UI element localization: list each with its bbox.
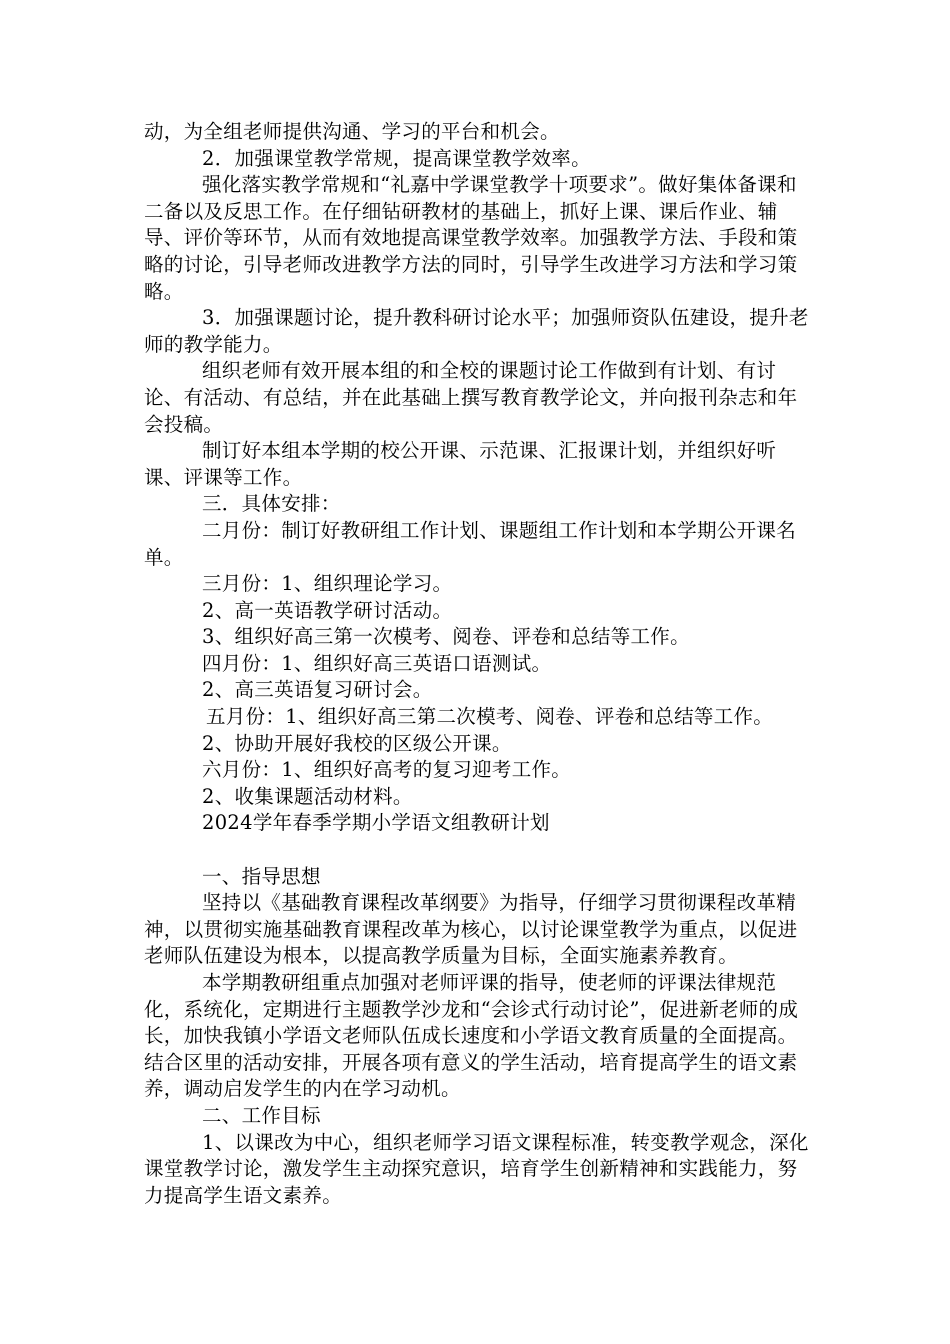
paragraph: 一、指导思想 [202,864,321,888]
paragraph: 四月份：1、组织好高三英语口语测试。 [202,651,552,675]
paragraph: 三月份：1、组织理论学习。 [202,572,453,596]
paragraph: 二月份：制订好教研组工作计划、课题组工作计划和本学期公开课名单。 [144,518,797,569]
paragraph: 动，为全组老师提供沟通、学习的平台和机会。 [144,120,560,143]
paragraph: 强化落实教学常规和“礼嘉中学课堂教学十项要求”。做好集体备课和二备以及反思工作。在仔细钻研教材的基础上，抓好上课、课后作业、辅导、评价等环节，从而有效地提高课堂教学效率。加强教学方法、手段和策略的讨论，引导老师改进教学方法的同时，引导学生改进学习方法和学习策略。 [144,173,798,303]
paragraph: 2、收集课题活动材料。 [202,784,413,808]
paragraph: 2．加强课堂教学常规，提高课堂教学效率。 [202,146,591,170]
paragraph: 2、高一英语教学研讨活动。 [202,598,453,622]
paragraph: 3．加强课题讨论，提升教科研讨论水平；加强师资队伍建设，提升老师的教学能力。 [144,306,809,356]
paragraph: 三．具体安排： [202,492,341,516]
paragraph: 六月份：1、组织好高考的复习迎考工作。 [202,758,572,782]
document-body [144,119,814,1209]
paragraph: 本学期教研组重点加强对老师评课的指导，使老师的评课法律规范化，系统化，定期进行主题教学沙龙和“会诊式行动讨论”，促进新老师的成长，加快我镇小学语文老师队伍成长速度和小学语文教育质量的全面提高。结合区里的活动安排，开展各项有意义的学生活动，培育提高学生的语文素养，调动启发学生的内在学习动机。 [144,971,799,1101]
paragraph: 2、高三英语复习研讨会。 [202,678,433,702]
paragraph: 五月份：1、组织好高三第二次模考、阅卷、评卷和总结等工作。 [206,705,774,729]
paragraph: 3、组织好高三第一次模考、阅卷、评卷和总结等工作。 [202,625,690,649]
paragraph: 2024学年春季学期小学语文组教研计划 [202,811,550,835]
paragraph: 组织老师有效开展本组的和全校的课题讨论工作做到有计划、有讨论、有活动、有总结，并在此基础上撰写教育教学论文，并向报刊杂志和年会投稿。 [144,359,798,436]
paragraph: 2、协助开展好我校的区级公开课。 [202,731,512,755]
paragraph: 制订好本组本学期的校公开课、示范课、汇报课计划，并组织好听课、评课等工作。 [144,439,777,489]
paragraph: 1、以课改为中心，组织老师学习语文课程标准，转变教学观念，深化课堂教学讨论，激发学生主动探究意识，培育学生创新精神和实践能力，努力提高学生语文素养。 [144,1130,809,1207]
paragraph: 坚持以《基础教育课程改革纲要》为指导，仔细学习贯彻课程改革精神，以贯彻实施基础教育课程改革为核心，以讨论课堂教学为重点，以促进老师队伍建设为根本，以提高教学质量为目标，全面实施素养教育。 [144,891,798,968]
paragraph: 二、工作目标 [202,1103,321,1127]
paragraph [144,837,814,864]
